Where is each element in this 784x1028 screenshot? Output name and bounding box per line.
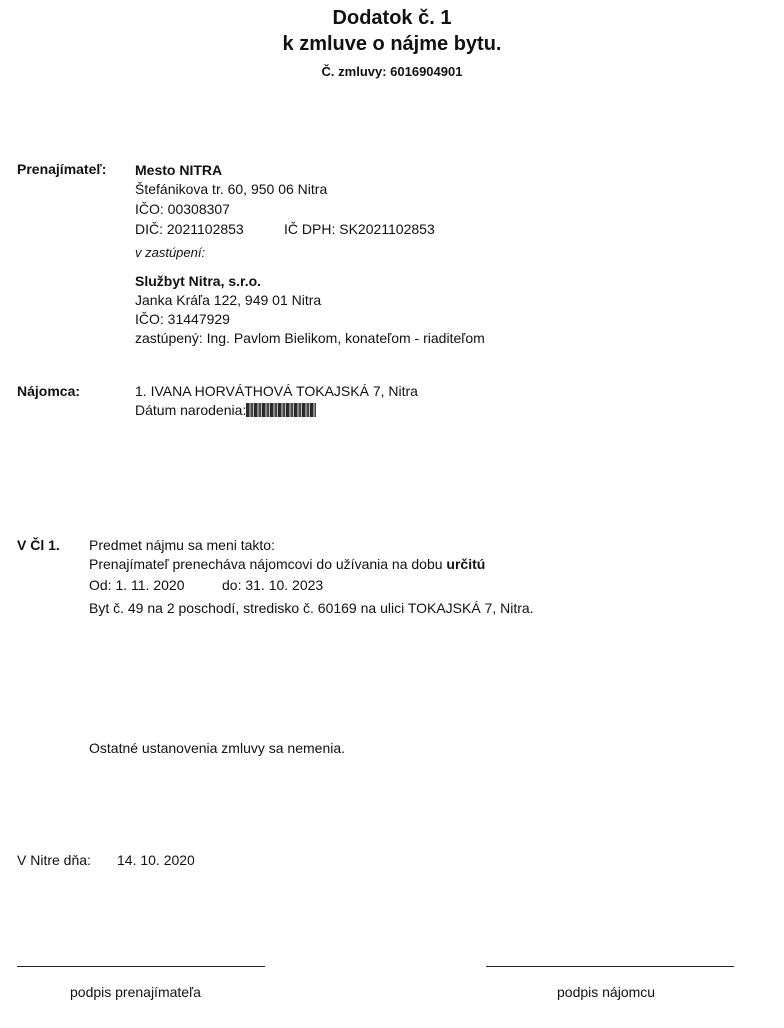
contract-number: Č. zmluvy: 6016904901 [321, 64, 463, 79]
agent-representative: zastúpený: Ing. Pavlom Bielikom, konateľom - riaditeľom [135, 330, 485, 346]
article-term-type: určitú [446, 556, 486, 572]
article-line-2 [89, 557, 485, 571]
tenant-signature-caption: podpis nájomcu [557, 984, 656, 1000]
agent-name: Službyt Nitra, s.r.o. [135, 273, 262, 289]
tenant-dob-label: Dátum narodenia: [135, 402, 247, 418]
landlord-signature-line [17, 966, 265, 967]
tenant-name-address: 1. IVANA HORVÁTHOVÁ TOKAJSKÁ 7, Nitra [135, 383, 418, 399]
landlord-ico: IČO: 00308307 [135, 201, 230, 217]
redacted-block [246, 403, 316, 417]
landlord-icdph: IČ DPH: SK2021102853 [284, 221, 435, 237]
landlord-name: Mesto NITRA [135, 162, 223, 178]
represented-by-label: v zastúpení: [135, 245, 206, 260]
landlord-dic: DIČ: 2021102853 [135, 221, 244, 237]
landlord-label: Prenajímateľ: [17, 161, 107, 177]
place-label: V Nitre dňa: [17, 852, 91, 868]
tenant-label: Nájomca: [17, 383, 81, 399]
lease-to: do: 31. 10. 2023 [222, 577, 324, 593]
tenant-signature-line [486, 966, 734, 967]
document-title: Dodatok č. 1 [332, 7, 452, 29]
article-label: V Čl 1. [17, 537, 60, 553]
agent-ico: IČO: 31447929 [135, 311, 230, 327]
landlord-address: Štefánikova tr. 60, 950 06 Nitra [135, 181, 328, 197]
article-line-1: Predmet nájmu sa meni takto: [89, 537, 275, 553]
signing-date: 14. 10. 2020 [117, 852, 195, 868]
landlord-signature-caption: podpis prenajímateľa [70, 984, 201, 1000]
article-line-2-text: Prenajímateľ prenecháva nájomcovi do užívania na dobu [89, 556, 447, 572]
tenant-dob [135, 403, 316, 417]
lease-from: Od: 1. 11. 2020 [89, 577, 185, 593]
closing-statement: Ostatné ustanovenia zmluvy sa nemenia. [89, 740, 346, 756]
agent-address: Janka Kráľa 122, 949 01 Nitra [135, 292, 322, 308]
flat-description: Byt č. 49 na 2 poschodí, stredisko č. 60169 na ulici TOKAJSKÁ 7, Nitra. [89, 600, 534, 616]
document-subtitle: k zmluve o nájme bytu. [282, 33, 502, 55]
